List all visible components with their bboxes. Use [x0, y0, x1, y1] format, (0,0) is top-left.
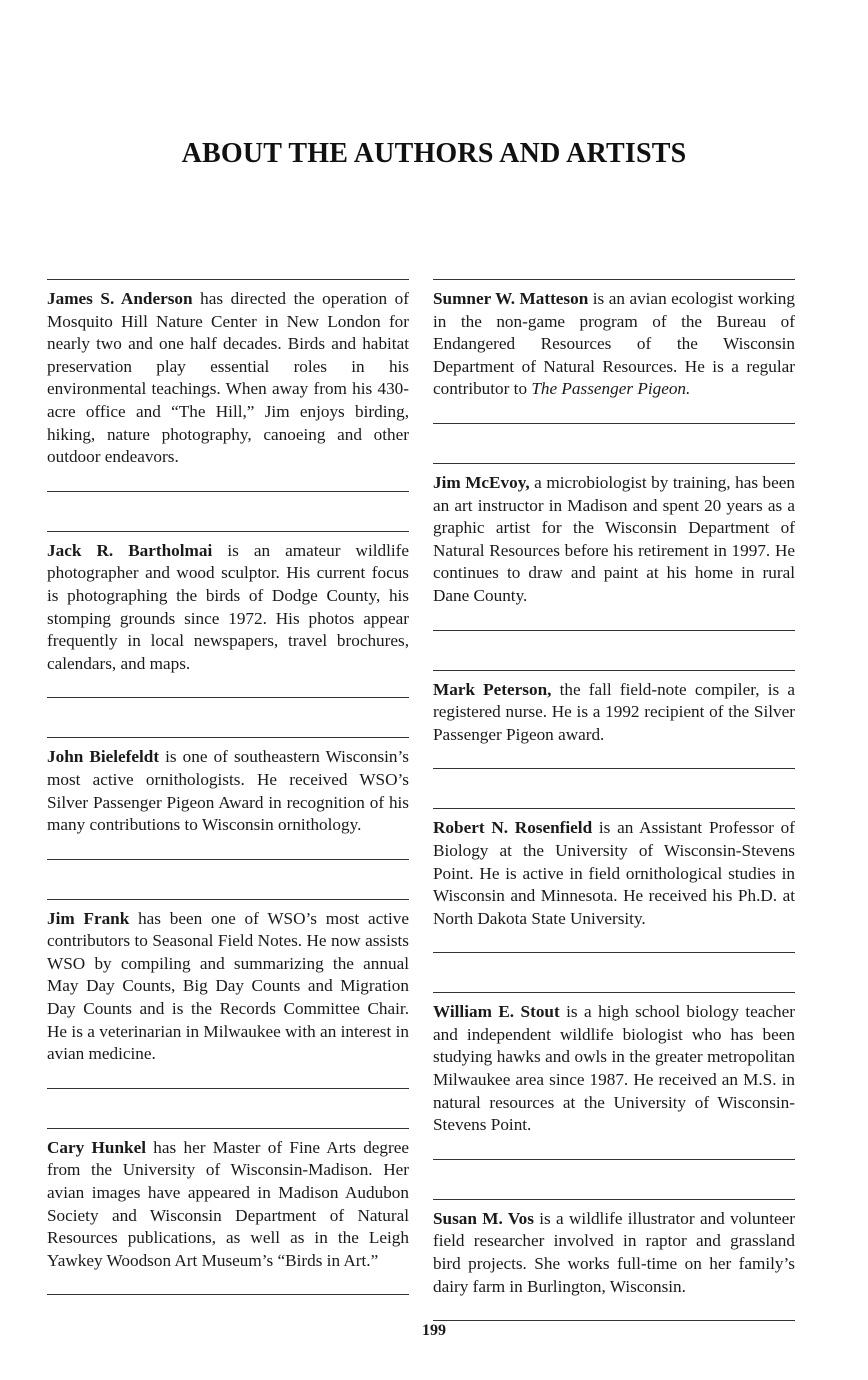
- author-name: James S. Anderson: [47, 289, 193, 308]
- bio-body: has been one of WSO’s most active contributors to Seasonal Field Notes. He now assists WSO by compiling and summarizing the annual May Day Counts, Big Day Counts and Migration Day Counts and is the Records Committee Chair. He is a veterinarian in Milwaukee with an interest in avian medicine.: [47, 908, 409, 1064]
- author-name: William E. Stout: [433, 1002, 560, 1022]
- author-name: Susan M. Vos: [433, 1208, 534, 1228]
- author-name: Jim Frank: [47, 908, 130, 928]
- author-name: Cary Hunkel: [47, 1137, 146, 1157]
- bio-body: is a high school biology teacher and independent wildlife biologist who has been studying hawks and owls in the greater metropolitan Milwaukee area since 1987. He received an M.S. in natural resources at the University of Wisconsin-Stevens Point.: [433, 1002, 796, 1135]
- bio-entry: [47, 737, 409, 859]
- right-column: [433, 279, 795, 1360]
- bio-text: [433, 288, 795, 401]
- bio-text: [47, 288, 409, 469]
- bio-body: the fall field-note compiler, is a registered nurse. He is a 1992 recipient of the Silver Passenger Pigeon award.: [433, 679, 795, 744]
- author-name: Jim McEvoy,: [433, 472, 530, 492]
- bio-text: [47, 746, 409, 836]
- bio-text: [47, 908, 409, 1066]
- bio-entry: [47, 1128, 409, 1296]
- bio-entry: [433, 279, 795, 424]
- bio-body: is one of southeastern Wisconsin’s most active ornithologists. He received WSO’s Silver Passenger Pigeon Award in recognition of his many contributions to Wisconsin ornithology.: [47, 747, 409, 835]
- bio-text: [47, 540, 409, 676]
- author-name: John Bielefeldt: [47, 747, 160, 767]
- bio-body: is an amateur wildlife photographer and wood sculptor. His current focus is photographing the birds of Dodge County, his stomping grounds since 1972. His photos appear frequently in local newspapers, travel brochures, calendars, and maps.: [47, 540, 410, 673]
- bio-text: [433, 679, 795, 747]
- author-name: Robert N. Rosenfield: [433, 818, 593, 838]
- bio-text: [433, 1001, 795, 1137]
- bio-entry: [47, 279, 409, 492]
- bio-text: [433, 817, 795, 930]
- bio-entry: [47, 899, 409, 1089]
- author-name: Sumner W. Matteson: [433, 289, 589, 308]
- bio-body: is an avian ecologist working in the non-game program of the Bureau of Endangered Resources of the Wisconsin Department of Natural Resources. He is a regular contributor to: [433, 289, 795, 399]
- journal-title: The Passenger Pigeon.: [531, 379, 691, 399]
- bio-entry: [433, 670, 795, 770]
- left-column: [47, 279, 409, 1334]
- bio-entry: [433, 992, 795, 1160]
- bio-text: [47, 1137, 409, 1273]
- page-number: 199: [422, 1322, 446, 1339]
- bio-body: has her Master of Fine Arts degree from the University of Wisconsin-Madison. Her avian images have appeared in Madison Audubon Society and Wisconsin Department of Natural Resources publications, as well as in the Leigh Yawkey Woodson Art Museum’s “Birds in Art.”: [47, 1137, 409, 1270]
- bio-entry: [47, 531, 409, 699]
- bio-entry: [433, 463, 795, 631]
- bio-body: has directed the operation of Mosquito Hill Nature Center in New London for nearly two and one half decades. Birds and habitat preservation play essential roles in his environmental teachings. When away from his 430-acre office and “The Hill,” Jim enjoys birding, hiking, nature photography, canoeing and other outdoor endeavors.: [47, 289, 409, 467]
- page-title: ABOUT THE AUTHORS AND ARTISTS: [181, 138, 687, 169]
- bio-body: a microbiologist by training, has been an art instructor in Madison and spent 20 years as a graphic artist for the Wisconsin Department of Natural Resources before his retirement in 1997. He continues to draw and paint at his home in rural Dane County.: [433, 472, 795, 605]
- bio-text: [433, 472, 795, 608]
- bio-entry: [433, 808, 795, 953]
- bio-body: is an Assistant Professor of Biology at the University of Wisconsin-Stevens Point. He is active in field ornithological studies in Wisconsin and Minnesota. He received his Ph.D. at North Dakota State University.: [433, 818, 795, 928]
- author-name: Jack R. Bartholmai: [47, 540, 213, 560]
- author-name: Mark Peterson,: [433, 679, 552, 699]
- bio-body: is a wildlife illustrator and volunteer field researcher involved in raptor and grassland bird projects. She works full-time on her family’s dairy farm in Burlington, Wisconsin.: [433, 1208, 795, 1296]
- bio-text: [433, 1208, 795, 1298]
- bio-entry: [433, 1199, 795, 1321]
